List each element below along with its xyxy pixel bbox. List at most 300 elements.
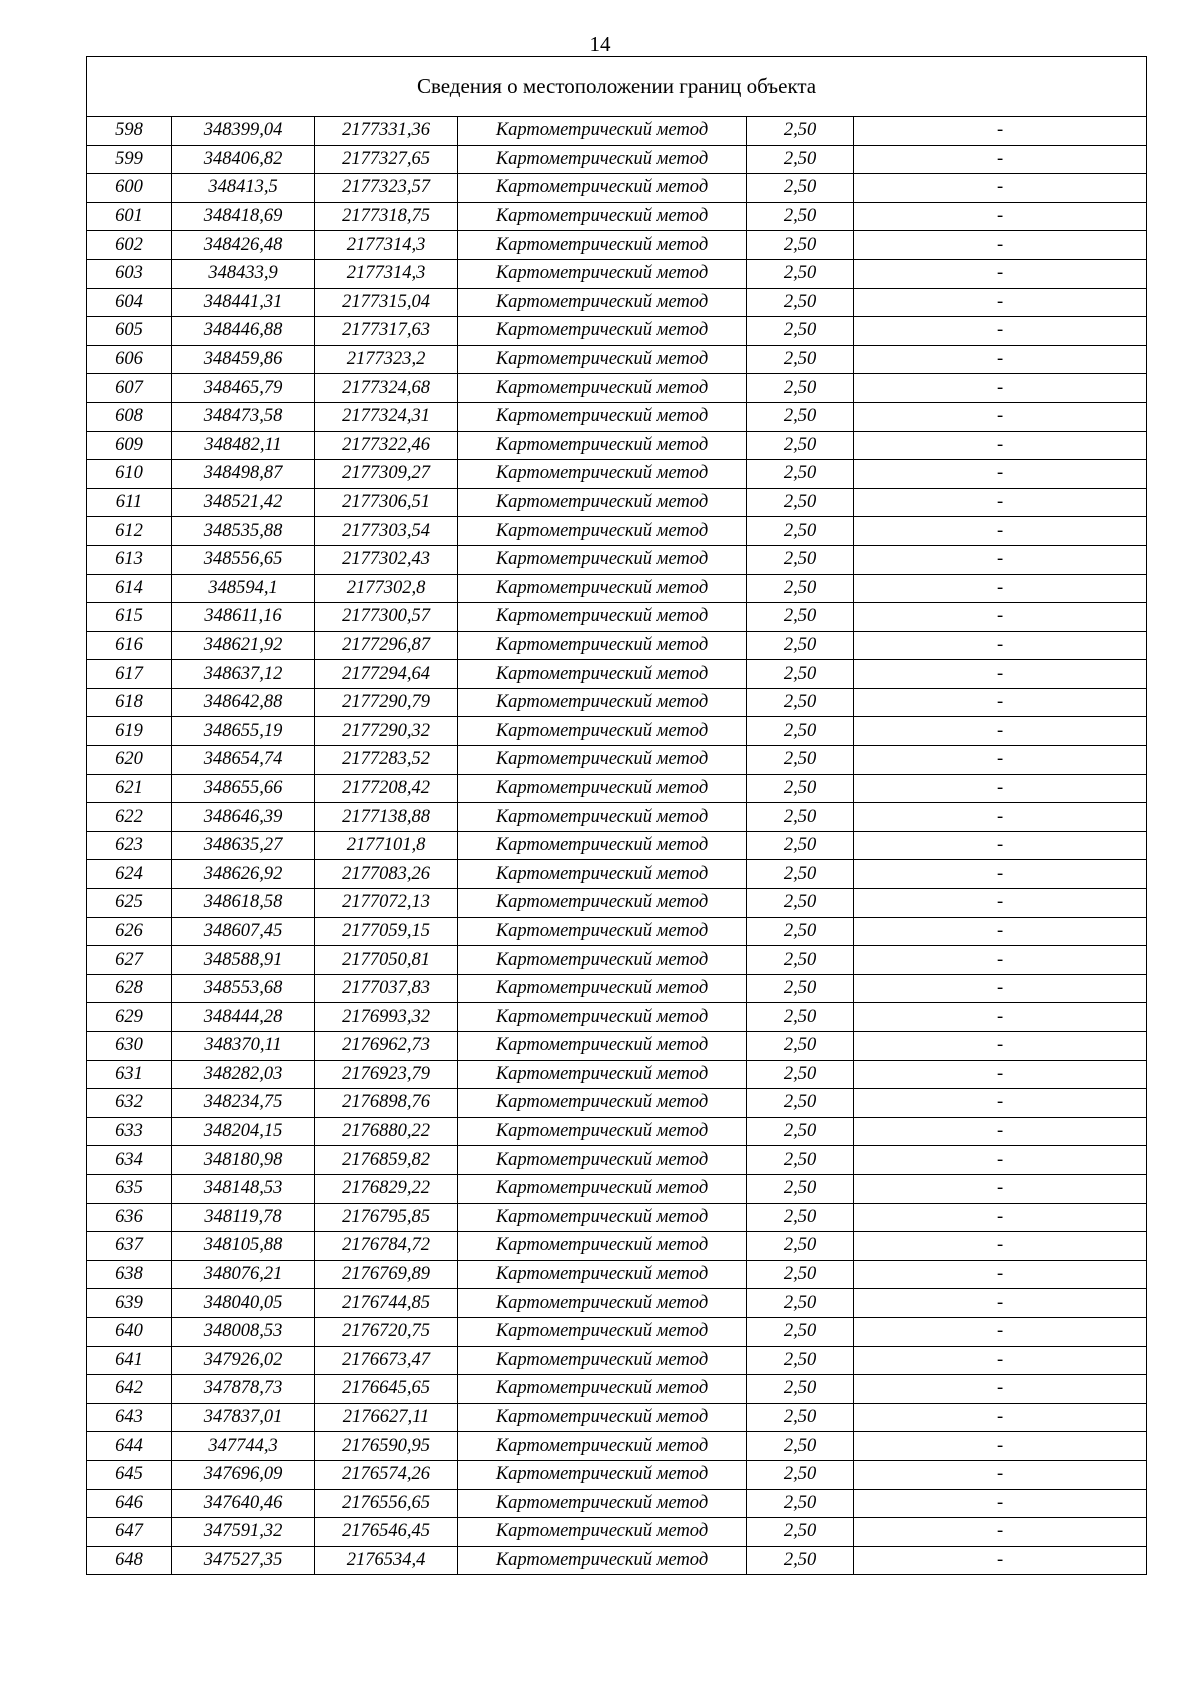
y-coordinate-cell: 2177317,63 (315, 317, 458, 346)
point-number-cell: 621 (87, 774, 172, 803)
y-coordinate-cell: 2177324,68 (315, 374, 458, 403)
table-row (87, 1346, 1147, 1375)
accuracy-cell: 2,50 (747, 1432, 854, 1461)
point-number-cell: 637 (87, 1232, 172, 1261)
description-cell: - (854, 746, 1147, 775)
y-coordinate-cell: 2177101,8 (315, 831, 458, 860)
method-cell: Картометрический метод (458, 374, 747, 403)
x-coordinate-cell: 348498,87 (172, 460, 315, 489)
method-cell: Картометрический метод (458, 145, 747, 174)
description-cell: - (854, 1032, 1147, 1061)
y-coordinate-cell: 2177302,43 (315, 545, 458, 574)
table-row (87, 946, 1147, 975)
y-coordinate-cell: 2176720,75 (315, 1317, 458, 1346)
table-row (87, 374, 1147, 403)
table-title-row (87, 57, 1147, 117)
x-coordinate-cell: 348040,05 (172, 1289, 315, 1318)
description-cell: - (854, 946, 1147, 975)
y-coordinate-cell: 2177059,15 (315, 917, 458, 946)
point-number-cell: 638 (87, 1260, 172, 1289)
description-cell: - (854, 1089, 1147, 1118)
method-cell: Картометрический метод (458, 1260, 747, 1289)
point-number-cell: 607 (87, 374, 172, 403)
description-cell: - (854, 174, 1147, 203)
method-cell: Картометрический метод (458, 1146, 747, 1175)
description-cell: - (854, 1232, 1147, 1261)
method-cell: Картометрический метод (458, 717, 747, 746)
accuracy-cell: 2,50 (747, 1375, 854, 1404)
accuracy-cell: 2,50 (747, 1032, 854, 1061)
y-coordinate-cell: 2176993,32 (315, 1003, 458, 1032)
x-coordinate-cell: 348611,16 (172, 603, 315, 632)
y-coordinate-cell: 2177323,2 (315, 345, 458, 374)
x-coordinate-cell: 348008,53 (172, 1317, 315, 1346)
point-number-cell: 627 (87, 946, 172, 975)
table-row (87, 1089, 1147, 1118)
y-coordinate-cell: 2177327,65 (315, 145, 458, 174)
x-coordinate-cell: 348433,9 (172, 259, 315, 288)
method-cell: Картометрический метод (458, 1432, 747, 1461)
description-cell: - (854, 202, 1147, 231)
method-cell: Картометрический метод (458, 1289, 747, 1318)
method-cell: Картометрический метод (458, 288, 747, 317)
table-row (87, 631, 1147, 660)
y-coordinate-cell: 2177315,04 (315, 288, 458, 317)
x-coordinate-cell: 348553,68 (172, 974, 315, 1003)
accuracy-cell: 2,50 (747, 574, 854, 603)
description-cell: - (854, 259, 1147, 288)
y-coordinate-cell: 2176769,89 (315, 1260, 458, 1289)
x-coordinate-cell: 348413,5 (172, 174, 315, 203)
accuracy-cell: 2,50 (747, 117, 854, 146)
description-cell: - (854, 345, 1147, 374)
accuracy-cell: 2,50 (747, 717, 854, 746)
method-cell: Картометрический метод (458, 1089, 747, 1118)
y-coordinate-cell: 2177302,8 (315, 574, 458, 603)
method-cell: Картометрический метод (458, 860, 747, 889)
point-number-cell: 603 (87, 259, 172, 288)
x-coordinate-cell: 348473,58 (172, 402, 315, 431)
point-number-cell: 624 (87, 860, 172, 889)
point-number-cell: 632 (87, 1089, 172, 1118)
page-number: 14 (589, 32, 611, 56)
description-cell: - (854, 402, 1147, 431)
description-cell: - (854, 1146, 1147, 1175)
x-coordinate-cell: 348637,12 (172, 660, 315, 689)
table-row (87, 1232, 1147, 1261)
point-number-cell: 619 (87, 717, 172, 746)
method-cell: Картометрический метод (458, 746, 747, 775)
accuracy-cell: 2,50 (747, 603, 854, 632)
table-row (87, 774, 1147, 803)
y-coordinate-cell: 2176898,76 (315, 1089, 458, 1118)
y-coordinate-cell: 2177296,87 (315, 631, 458, 660)
accuracy-cell: 2,50 (747, 431, 854, 460)
description-cell: - (854, 1117, 1147, 1146)
y-coordinate-cell: 2177050,81 (315, 946, 458, 975)
description-cell: - (854, 1203, 1147, 1232)
x-coordinate-cell: 348105,88 (172, 1232, 315, 1261)
x-coordinate-cell: 348535,88 (172, 517, 315, 546)
point-number-cell: 641 (87, 1346, 172, 1375)
point-number-cell: 606 (87, 345, 172, 374)
table-row (87, 889, 1147, 918)
method-cell: Картометрический метод (458, 1375, 747, 1404)
boundary-coordinates-table (86, 56, 1147, 1575)
accuracy-cell: 2,50 (747, 1174, 854, 1203)
accuracy-cell: 2,50 (747, 774, 854, 803)
x-coordinate-cell: 348621,92 (172, 631, 315, 660)
y-coordinate-cell: 2176744,85 (315, 1289, 458, 1318)
method-cell: Картометрический метод (458, 574, 747, 603)
x-coordinate-cell: 348618,58 (172, 889, 315, 918)
point-number-cell: 613 (87, 545, 172, 574)
description-cell: - (854, 574, 1147, 603)
y-coordinate-cell: 2176673,47 (315, 1346, 458, 1375)
accuracy-cell: 2,50 (747, 1260, 854, 1289)
description-cell: - (854, 1460, 1147, 1489)
accuracy-cell: 2,50 (747, 1089, 854, 1118)
accuracy-cell: 2,50 (747, 1003, 854, 1032)
y-coordinate-cell: 2177303,54 (315, 517, 458, 546)
table-row (87, 917, 1147, 946)
accuracy-cell: 2,50 (747, 460, 854, 489)
y-coordinate-cell: 2177138,88 (315, 803, 458, 832)
x-coordinate-cell: 348418,69 (172, 202, 315, 231)
y-coordinate-cell: 2176923,79 (315, 1060, 458, 1089)
description-cell: - (854, 1546, 1147, 1575)
method-cell: Картометрический метод (458, 1060, 747, 1089)
method-cell: Картометрический метод (458, 1203, 747, 1232)
accuracy-cell: 2,50 (747, 1117, 854, 1146)
description-cell: - (854, 631, 1147, 660)
table-row (87, 1146, 1147, 1175)
x-coordinate-cell: 348399,04 (172, 117, 315, 146)
description-cell: - (854, 431, 1147, 460)
y-coordinate-cell: 2177208,42 (315, 774, 458, 803)
point-number-cell: 643 (87, 1403, 172, 1432)
y-coordinate-cell: 2177037,83 (315, 974, 458, 1003)
accuracy-cell: 2,50 (747, 545, 854, 574)
point-number-cell: 615 (87, 603, 172, 632)
description-cell: - (854, 860, 1147, 889)
y-coordinate-cell: 2177290,32 (315, 717, 458, 746)
description-cell: - (854, 117, 1147, 146)
point-number-cell: 629 (87, 1003, 172, 1032)
y-coordinate-cell: 2177309,27 (315, 460, 458, 489)
description-cell: - (854, 717, 1147, 746)
y-coordinate-cell: 2176556,65 (315, 1489, 458, 1518)
table-row (87, 1317, 1147, 1346)
point-number-cell: 635 (87, 1174, 172, 1203)
x-coordinate-cell: 348459,86 (172, 345, 315, 374)
method-cell: Картометрический метод (458, 1518, 747, 1547)
method-cell: Картометрический метод (458, 117, 747, 146)
point-number-cell: 616 (87, 631, 172, 660)
accuracy-cell: 2,50 (747, 946, 854, 975)
point-number-cell: 636 (87, 1203, 172, 1232)
point-number-cell: 633 (87, 1117, 172, 1146)
table-row (87, 517, 1147, 546)
x-coordinate-cell: 348654,74 (172, 746, 315, 775)
method-cell: Картометрический метод (458, 1460, 747, 1489)
point-number-cell: 646 (87, 1489, 172, 1518)
description-cell: - (854, 1489, 1147, 1518)
y-coordinate-cell: 2177323,57 (315, 174, 458, 203)
accuracy-cell: 2,50 (747, 488, 854, 517)
description-cell: - (854, 774, 1147, 803)
y-coordinate-cell: 2176645,65 (315, 1375, 458, 1404)
accuracy-cell: 2,50 (747, 259, 854, 288)
accuracy-cell: 2,50 (747, 1203, 854, 1232)
point-number-cell: 639 (87, 1289, 172, 1318)
method-cell: Картометрический метод (458, 1117, 747, 1146)
accuracy-cell: 2,50 (747, 402, 854, 431)
method-cell: Картометрический метод (458, 402, 747, 431)
table-row (87, 545, 1147, 574)
point-number-cell: 604 (87, 288, 172, 317)
y-coordinate-cell: 2176590,95 (315, 1432, 458, 1461)
y-coordinate-cell: 2177072,13 (315, 889, 458, 918)
point-number-cell: 599 (87, 145, 172, 174)
method-cell: Картометрический метод (458, 1403, 747, 1432)
accuracy-cell: 2,50 (747, 174, 854, 203)
method-cell: Картометрический метод (458, 1489, 747, 1518)
y-coordinate-cell: 2177324,31 (315, 402, 458, 431)
accuracy-cell: 2,50 (747, 1289, 854, 1318)
point-number-cell: 644 (87, 1432, 172, 1461)
table-row (87, 345, 1147, 374)
accuracy-cell: 2,50 (747, 1317, 854, 1346)
x-coordinate-cell: 348642,88 (172, 688, 315, 717)
table-row (87, 1432, 1147, 1461)
point-number-cell: 631 (87, 1060, 172, 1089)
method-cell: Картометрический метод (458, 545, 747, 574)
method-cell: Картометрический метод (458, 831, 747, 860)
method-cell: Картометрический метод (458, 917, 747, 946)
description-cell: - (854, 1260, 1147, 1289)
accuracy-cell: 2,50 (747, 1518, 854, 1547)
x-coordinate-cell: 348556,65 (172, 545, 315, 574)
table-row (87, 1032, 1147, 1061)
accuracy-cell: 2,50 (747, 1460, 854, 1489)
accuracy-cell: 2,50 (747, 517, 854, 546)
accuracy-cell: 2,50 (747, 889, 854, 918)
point-number-cell: 601 (87, 202, 172, 231)
accuracy-cell: 2,50 (747, 374, 854, 403)
accuracy-cell: 2,50 (747, 974, 854, 1003)
x-coordinate-cell: 348655,19 (172, 717, 315, 746)
x-coordinate-cell: 348446,88 (172, 317, 315, 346)
accuracy-cell: 2,50 (747, 231, 854, 260)
y-coordinate-cell: 2177294,64 (315, 660, 458, 689)
point-number-cell: 647 (87, 1518, 172, 1547)
x-coordinate-cell: 348607,45 (172, 917, 315, 946)
table-body (87, 117, 1147, 1575)
description-cell: - (854, 1375, 1147, 1404)
method-cell: Картометрический метод (458, 517, 747, 546)
description-cell: - (854, 317, 1147, 346)
table-row (87, 431, 1147, 460)
method-cell: Картометрический метод (458, 202, 747, 231)
description-cell: - (854, 889, 1147, 918)
y-coordinate-cell: 2177331,36 (315, 117, 458, 146)
point-number-cell: 626 (87, 917, 172, 946)
method-cell: Картометрический метод (458, 631, 747, 660)
table-row (87, 1289, 1147, 1318)
point-number-cell: 605 (87, 317, 172, 346)
y-coordinate-cell: 2177290,79 (315, 688, 458, 717)
method-cell: Картометрический метод (458, 231, 747, 260)
point-number-cell: 600 (87, 174, 172, 203)
table-row (87, 1518, 1147, 1547)
x-coordinate-cell: 347696,09 (172, 1460, 315, 1489)
table-row (87, 860, 1147, 889)
table-row (87, 317, 1147, 346)
table-row (87, 831, 1147, 860)
method-cell: Картометрический метод (458, 174, 747, 203)
x-coordinate-cell: 348441,31 (172, 288, 315, 317)
x-coordinate-cell: 348655,66 (172, 774, 315, 803)
accuracy-cell: 2,50 (747, 1060, 854, 1089)
method-cell: Картометрический метод (458, 1546, 747, 1575)
x-coordinate-cell: 348626,92 (172, 860, 315, 889)
x-coordinate-cell: 347640,46 (172, 1489, 315, 1518)
method-cell: Картометрический метод (458, 1032, 747, 1061)
description-cell: - (854, 803, 1147, 832)
description-cell: - (854, 660, 1147, 689)
y-coordinate-cell: 2176546,45 (315, 1518, 458, 1547)
method-cell: Картометрический метод (458, 974, 747, 1003)
method-cell: Картометрический метод (458, 1346, 747, 1375)
description-cell: - (854, 1518, 1147, 1547)
method-cell: Картометрический метод (458, 946, 747, 975)
description-cell: - (854, 545, 1147, 574)
accuracy-cell: 2,50 (747, 860, 854, 889)
accuracy-cell: 2,50 (747, 631, 854, 660)
y-coordinate-cell: 2177083,26 (315, 860, 458, 889)
method-cell: Картометрический метод (458, 660, 747, 689)
point-number-cell: 620 (87, 746, 172, 775)
y-coordinate-cell: 2177283,52 (315, 746, 458, 775)
table-row (87, 488, 1147, 517)
table-title: Сведения о местоположении границ объекта (87, 57, 1147, 117)
table-row (87, 1375, 1147, 1404)
y-coordinate-cell: 2176829,22 (315, 1174, 458, 1203)
table-row (87, 688, 1147, 717)
method-cell: Картометрический метод (458, 774, 747, 803)
point-number-cell: 610 (87, 460, 172, 489)
accuracy-cell: 2,50 (747, 831, 854, 860)
table-row (87, 1546, 1147, 1575)
table-row (87, 1489, 1147, 1518)
x-coordinate-cell: 348521,42 (172, 488, 315, 517)
method-cell: Картометрический метод (458, 1003, 747, 1032)
accuracy-cell: 2,50 (747, 345, 854, 374)
x-coordinate-cell: 347926,02 (172, 1346, 315, 1375)
method-cell: Картометрический метод (458, 1317, 747, 1346)
x-coordinate-cell: 348370,11 (172, 1032, 315, 1061)
x-coordinate-cell: 348646,39 (172, 803, 315, 832)
description-cell: - (854, 374, 1147, 403)
description-cell: - (854, 231, 1147, 260)
x-coordinate-cell: 348180,98 (172, 1146, 315, 1175)
point-number-cell: 598 (87, 117, 172, 146)
point-number-cell: 645 (87, 1460, 172, 1489)
table-row (87, 1174, 1147, 1203)
y-coordinate-cell: 2176627,11 (315, 1403, 458, 1432)
table-row (87, 1003, 1147, 1032)
accuracy-cell: 2,50 (747, 803, 854, 832)
description-cell: - (854, 1432, 1147, 1461)
accuracy-cell: 2,50 (747, 1232, 854, 1261)
method-cell: Картометрический метод (458, 1174, 747, 1203)
point-number-cell: 609 (87, 431, 172, 460)
y-coordinate-cell: 2176574,26 (315, 1460, 458, 1489)
table-row (87, 1060, 1147, 1089)
accuracy-cell: 2,50 (747, 917, 854, 946)
y-coordinate-cell: 2176962,73 (315, 1032, 458, 1061)
point-number-cell: 640 (87, 1317, 172, 1346)
x-coordinate-cell: 348148,53 (172, 1174, 315, 1203)
point-number-cell: 611 (87, 488, 172, 517)
x-coordinate-cell: 348482,11 (172, 431, 315, 460)
point-number-cell: 625 (87, 889, 172, 918)
point-number-cell: 642 (87, 1375, 172, 1404)
accuracy-cell: 2,50 (747, 688, 854, 717)
point-number-cell: 618 (87, 688, 172, 717)
boundary-table-frame (86, 56, 1146, 1575)
description-cell: - (854, 1174, 1147, 1203)
accuracy-cell: 2,50 (747, 317, 854, 346)
y-coordinate-cell: 2176795,85 (315, 1203, 458, 1232)
table-row (87, 974, 1147, 1003)
x-coordinate-cell: 348119,78 (172, 1203, 315, 1232)
table-row (87, 231, 1147, 260)
point-number-cell: 648 (87, 1546, 172, 1575)
description-cell: - (854, 974, 1147, 1003)
y-coordinate-cell: 2177300,57 (315, 603, 458, 632)
x-coordinate-cell: 348076,21 (172, 1260, 315, 1289)
accuracy-cell: 2,50 (747, 746, 854, 775)
method-cell: Картометрический метод (458, 488, 747, 517)
point-number-cell: 614 (87, 574, 172, 603)
description-cell: - (854, 1060, 1147, 1089)
x-coordinate-cell: 347837,01 (172, 1403, 315, 1432)
description-cell: - (854, 1346, 1147, 1375)
x-coordinate-cell: 348594,1 (172, 574, 315, 603)
table-row (87, 1203, 1147, 1232)
table-row (87, 402, 1147, 431)
description-cell: - (854, 917, 1147, 946)
accuracy-cell: 2,50 (747, 145, 854, 174)
y-coordinate-cell: 2177314,3 (315, 259, 458, 288)
x-coordinate-cell: 348204,15 (172, 1117, 315, 1146)
method-cell: Картометрический метод (458, 803, 747, 832)
description-cell: - (854, 145, 1147, 174)
table-row (87, 1460, 1147, 1489)
x-coordinate-cell: 347591,32 (172, 1518, 315, 1547)
table-row (87, 460, 1147, 489)
method-cell: Картометрический метод (458, 688, 747, 717)
x-coordinate-cell: 348635,27 (172, 831, 315, 860)
table-row (87, 603, 1147, 632)
method-cell: Картометрический метод (458, 431, 747, 460)
x-coordinate-cell: 347878,73 (172, 1375, 315, 1404)
description-cell: - (854, 517, 1147, 546)
x-coordinate-cell: 348234,75 (172, 1089, 315, 1118)
table-row (87, 288, 1147, 317)
